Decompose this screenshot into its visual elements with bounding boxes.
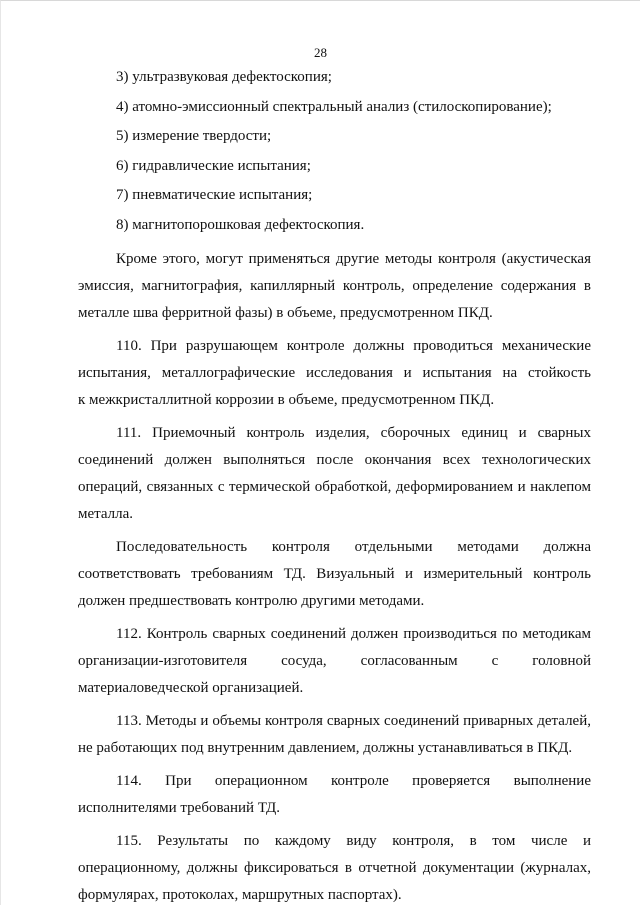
paragraph-line: исполнителями требований ТД. (78, 800, 281, 816)
list-item: 8) магнитопорошковая дефектоскопия. (116, 216, 365, 233)
list-item: 6) гидравлические испытания; (116, 157, 311, 174)
paragraph-line: к межкристаллитной коррозии в объеме, предусмотренном ПКД. (78, 392, 495, 408)
paragraph-113 (78, 708, 591, 762)
document-body (78, 63, 591, 909)
paragraph-110 (78, 333, 591, 414)
paragraph-line: организации-изготовителя сосуда, согласованным с головной (78, 653, 591, 669)
paragraph-line: 115. Результаты по каждому виду контроля, в том числе и (116, 833, 591, 849)
paragraph-line: 112. Контроль сварных соединений должен производиться по методикам (116, 626, 591, 642)
paragraph-line: Кроме этого, могут применяться другие методы контроля (акустическая (116, 251, 591, 267)
paragraph-line: испытания, металлографические исследования и испытания на стойкость (78, 365, 591, 381)
paragraph-line: Последовательность контроля отдельными методами должна (116, 539, 591, 555)
paragraph-111 (78, 420, 591, 528)
paragraph-line: соответствовать требованиям ТД. Визуальный и измерительный контроль (78, 566, 591, 582)
method-list (78, 63, 591, 240)
paragraph-line: операционному, должны фиксироваться в отчетной документации (журналах, (78, 860, 591, 876)
paragraph-sequence (78, 534, 591, 615)
paragraph-line: 114. При операционном контроле проверяется выполнение (116, 773, 591, 789)
paragraph-114 (78, 768, 591, 822)
paragraph-line: материаловедческой организацией. (78, 680, 304, 696)
page-number: 28 (314, 45, 327, 60)
paragraph-line: эмиссия, магнитография, капиллярный контроль, определение содержания в (78, 278, 591, 294)
paragraph-line: 113. Методы и объемы контроля сварных соединений приварных деталей, (116, 713, 591, 729)
paragraph-112 (78, 621, 591, 702)
list-item: 7) пневматические испытания; (116, 187, 313, 203)
paragraph-line: операций, связанных с термической обработкой, деформированием и наклепом (78, 479, 591, 495)
list-item: 5) измерение твердости; (116, 128, 272, 144)
paragraph-115 (78, 828, 591, 909)
paragraph-line: должен предшествовать контролю другими методами. (78, 593, 425, 609)
paragraph-line: 111. Приемочный контроль изделия, сборочных единиц и сварных (116, 425, 591, 441)
list-item: 3) ультразвуковая дефектоскопия; (116, 69, 332, 85)
paragraph-line: 110. При разрушающем контроле должны проводиться механические (116, 338, 591, 354)
paragraph-line: формулярах, протоколах, маршрутных паспортах). (78, 887, 402, 903)
paragraph-other-methods (78, 246, 591, 327)
paragraph-line: соединений должен выполняться после окончания всех технологических (78, 452, 591, 468)
paragraph-line: не работающих под внутренним давлением, должны устанавливаться в ПКД. (78, 740, 573, 756)
list-item: 4) атомно-эмиссионный спектральный анализ (стилоскопирование); (116, 98, 552, 115)
paragraph-line: металле шва ферритной фазы) в объеме, предусмотренном ПКД. (78, 305, 493, 321)
paragraph-line: металла. (78, 506, 134, 522)
